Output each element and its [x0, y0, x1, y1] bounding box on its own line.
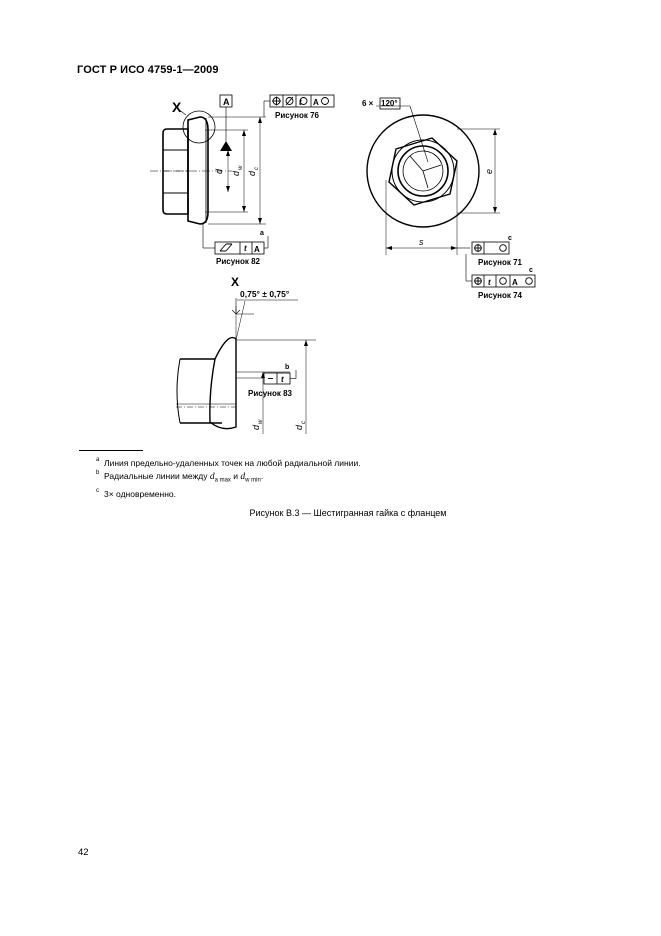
fig76-ref: Рисунок 76 [275, 111, 319, 120]
footnote-text: 3× одновременно. [104, 488, 176, 499]
detail-x-view [176, 298, 316, 434]
symbol-d: d [240, 472, 246, 482]
dim-dw-sub: w [238, 165, 244, 170]
detail-marker-2: X [231, 275, 240, 289]
repeat-callout: 6 × [362, 99, 374, 108]
figure-number: В.3 [285, 508, 300, 518]
dim-dc2-label: d [294, 424, 304, 430]
dim-dw-label: d [231, 170, 241, 176]
datum-a-ref-1: A [313, 98, 319, 107]
note-a-marker: a [260, 230, 264, 237]
footnote-text: Линия предельно-удаленных точек на любой радиальной линии. [104, 458, 361, 468]
dim-dc-sub: c [254, 167, 260, 170]
footnote-a [96, 457, 361, 470]
footnote-text: Радиальные линии между [104, 471, 210, 481]
detail-marker: X [172, 99, 182, 115]
page-number: 42 [78, 847, 89, 858]
figure-caption: Рисунок В.3 — Шестигранная гайка с фланцем [249, 508, 447, 518]
datum-a-ref-3: A [512, 278, 518, 287]
angle-120: 120° [381, 99, 398, 108]
tol-t-3: t [488, 278, 491, 287]
tol-t-1: t [299, 98, 302, 107]
dim-dc2-sub: c [301, 421, 307, 424]
technical-drawing [0, 0, 661, 450]
dim-s-label: s [419, 237, 424, 247]
dim-dw2-label: d [251, 424, 261, 430]
dim-dw2-sub: w [258, 419, 264, 424]
footnote-mark: b [96, 470, 100, 476]
dim-d-label: d [214, 168, 224, 174]
footnotes [96, 457, 361, 501]
fig83-ref: Рисунок 83 [248, 389, 292, 398]
dim-e-label: e [484, 168, 494, 174]
subscript: a max [214, 477, 231, 484]
document-header: ГОСТ Р ИСО 4759-1—2009 [77, 64, 219, 76]
datum-a-ref-2: A [254, 245, 260, 254]
dim-dc-label: d [247, 170, 257, 176]
datum-a-label: A [223, 97, 230, 107]
subscript: w min [245, 477, 261, 484]
fig71-ref: Рисунок 71 [478, 258, 522, 267]
symbol-d: d [209, 472, 215, 482]
footnote-mark: a [96, 457, 100, 463]
tol-t-4: t [281, 375, 284, 384]
footnote-b: b Радиальные линии между $d_{a max}$ и $d_{w min}$. [104, 470, 361, 488]
tol-t-2: t [244, 244, 247, 253]
note-c-marker-1: c [508, 235, 512, 242]
footnote-mark: c [96, 487, 99, 494]
note-c-marker-2: c [529, 267, 533, 274]
angle-tolerance: 0,75° ± 0,75° [240, 289, 290, 299]
fig74-ref: Рисунок 74 [478, 291, 522, 300]
note-b-marker: b [285, 364, 290, 371]
footnote-c [96, 487, 361, 501]
footnote-divider [79, 450, 143, 451]
fig82-ref: Рисунок 82 [216, 257, 260, 266]
